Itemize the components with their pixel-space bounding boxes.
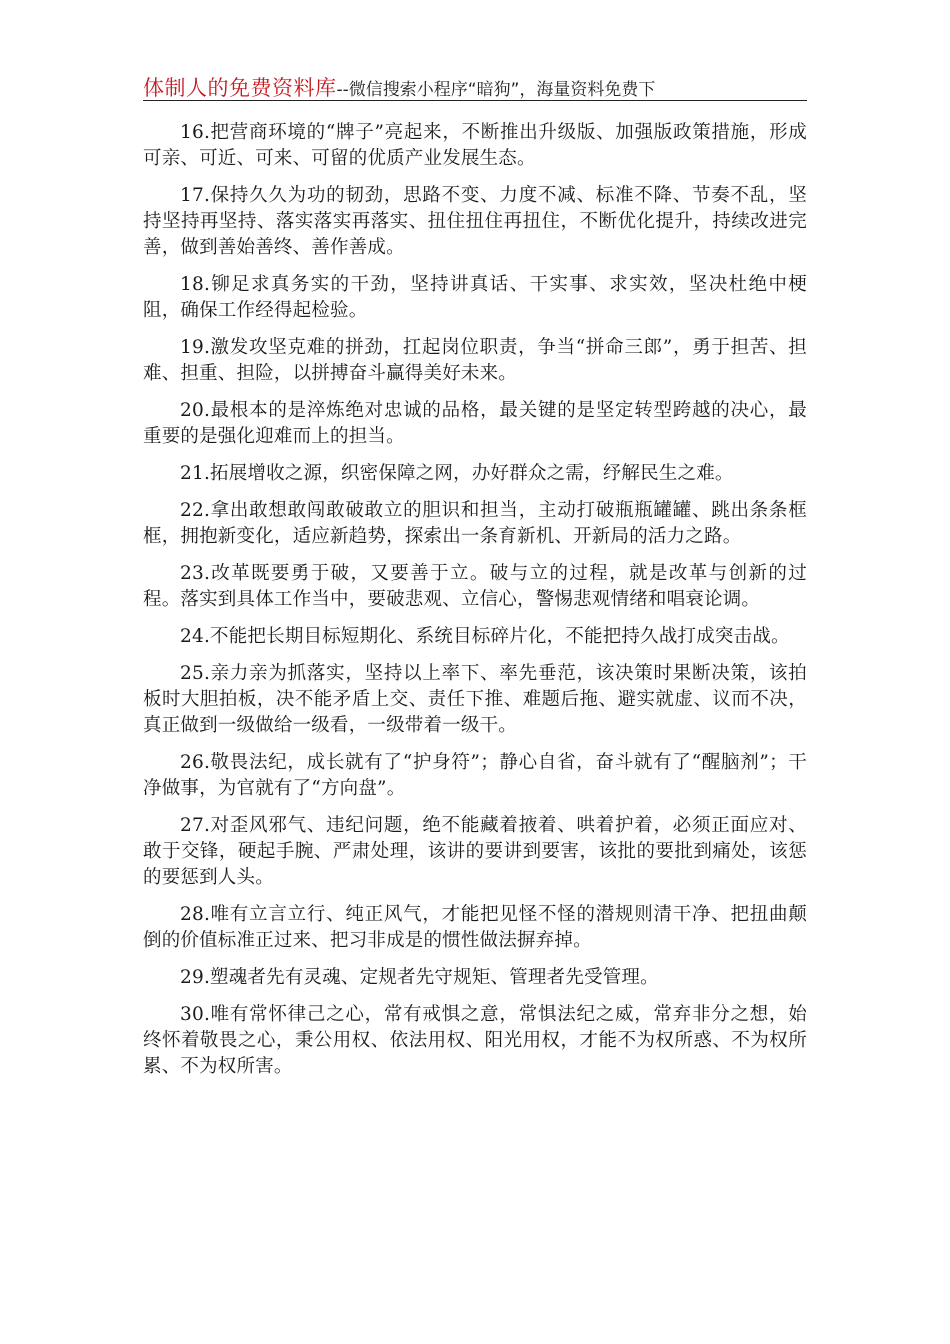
paragraph-21: 21.拓展增收之源，织密保障之网，办好群众之需，纾解民生之难。 (180, 463, 734, 484)
paragraph-27: 27.对歪风邪气、违纪问题，绝不能藏着掖着、哄着护着，必须正面应对、敢于交锋，硬起手腕、严肃处理，该讲的要讲到要害，该批的要批到痛处，该惩的要惩到人头。 (143, 815, 807, 888)
paragraph-23: 23.改革既要勇于破，又要善于立。破与立的过程，就是改革与创新的过程。落实到具体工作当中，要破悲观、立信心，警惕悲观情绪和唱衰论调。 (143, 563, 807, 610)
document-body (143, 120, 807, 1091)
paragraph-20: 20.最根本的是淬炼绝对忠诚的品格，最关键的是坚定转型跨越的决心，最重要的是强化迎难而上的担当。 (143, 400, 807, 447)
header-title: 体制人的免费资料库 (143, 76, 337, 100)
page-header (143, 72, 807, 101)
paragraph-17: 17.保持久久为功的韧劲，思路不变、力度不减、标准不降、节奏不乱，坚持坚持再坚持、落实落实再落实、扭住扭住再扭住，不断优化提升，持续改进完善，做到善始善终、善作善成。 (143, 185, 807, 258)
paragraph-26: 26.敬畏法纪，成长就有了“护身符”；静心自省，奋斗就有了“醒脑剂”；干净做事，为官就有了“方向盘”。 (143, 752, 807, 799)
paragraph-28: 28.唯有立言立行、纯正风气，才能把见怪不怪的潜规则清干净、把扭曲颠倒的价值标准正过来、把习非成是的惯性做法摒弃掉。 (143, 904, 807, 951)
paragraph-19: 19.激发攻坚克难的拼劲，扛起岗位职责，争当“拼命三郎”，勇于担苦、担难、担重、担险，以拼搏奋斗赢得美好未来。 (143, 337, 807, 384)
paragraph-30: 30.唯有常怀律己之心，常有戒惧之意，常惧法纪之威，常弃非分之想，始终怀着敬畏之心，秉公用权、依法用权、阳光用权，才能不为权所惑、不为权所累、不为权所害。 (143, 1004, 807, 1077)
paragraph-25: 25.亲力亲为抓落实，坚持以上率下、率先垂范，该决策时果断决策，该拍板时大胆拍板，决不能矛盾上交、责任下推、难题后拖、避实就虚、议而不决，真正做到一级做给一级看，一级带着一级干。 (143, 663, 807, 736)
paragraph-24: 24.不能把长期目标短期化、系统目标碎片化，不能把持久战打成突击战。 (180, 626, 790, 647)
header-subtitle: --微信搜索小程序“暗狗”，海量资料免费下 (336, 80, 656, 100)
paragraph-22: 22.拿出敢想敢闯敢破敢立的胆识和担当，主动打破瓶瓶罐罐、跳出条条框框，拥抱新变化，适应新趋势，探索出一条育新机、开新局的活力之路。 (143, 500, 807, 547)
paragraph-18: 18.铆足求真务实的干劲，坚持讲真话、干实事、求实效，坚决杜绝中梗阻，确保工作经得起检验。 (143, 274, 807, 321)
paragraph-29: 29.塑魂者先有灵魂、定规者先守规矩、管理者先受管理。 (180, 967, 659, 988)
paragraph-16: 16.把营商环境的“牌子”亮起来，不断推出升级版、加强版政策措施，形成可亲、可近、可来、可留的优质产业发展生态。 (143, 122, 807, 169)
